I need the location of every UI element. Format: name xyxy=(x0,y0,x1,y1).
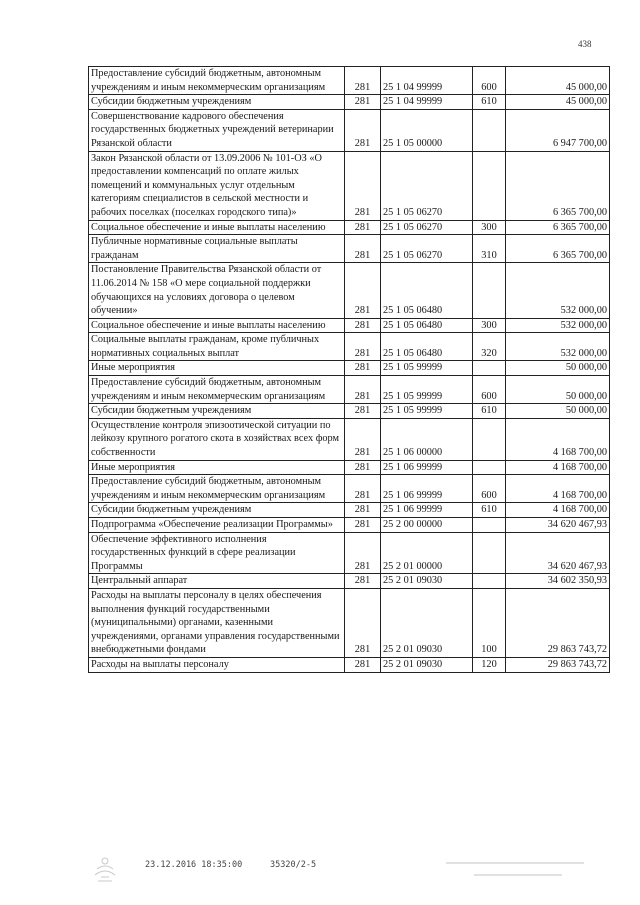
row-target-item-cell: 25 1 06 99999 xyxy=(381,475,473,503)
table-row xyxy=(89,376,610,404)
table-row xyxy=(89,151,610,220)
row-code-cell: 281 xyxy=(345,657,381,672)
row-expense-type-cell: 600 xyxy=(473,376,506,404)
row-expense-type-cell: 600 xyxy=(473,67,506,95)
row-code-cell: 281 xyxy=(345,109,381,151)
row-expense-type-cell: 610 xyxy=(473,503,506,518)
row-expense-type-cell xyxy=(473,151,506,220)
table-row xyxy=(89,532,610,574)
row-target-item-cell: 25 2 01 09030 xyxy=(381,588,473,657)
row-expense-type-cell xyxy=(473,532,506,574)
row-expense-type-cell xyxy=(473,518,506,533)
watermark-stamp xyxy=(444,857,594,881)
table-row xyxy=(89,333,610,361)
row-expense-type-cell: 300 xyxy=(473,318,506,333)
row-amount-cell: 50 000,00 xyxy=(506,361,610,376)
table-row xyxy=(89,460,610,475)
table-row xyxy=(89,318,610,333)
row-target-item-cell: 25 1 04 99999 xyxy=(381,95,473,110)
table-row xyxy=(89,404,610,419)
row-target-item-cell: 25 2 00 00000 xyxy=(381,518,473,533)
row-code-cell: 281 xyxy=(345,151,381,220)
row-amount-cell: 532 000,00 xyxy=(506,333,610,361)
row-target-item-cell: 25 1 05 06480 xyxy=(381,263,473,318)
row-code-cell: 281 xyxy=(345,263,381,318)
registry-emblem-icon xyxy=(92,855,118,885)
row-code-cell: 281 xyxy=(345,588,381,657)
row-target-item-cell: 25 1 05 99999 xyxy=(381,361,473,376)
row-amount-cell: 4 168 700,00 xyxy=(506,460,610,475)
row-code-cell: 281 xyxy=(345,460,381,475)
row-expense-type-cell xyxy=(473,460,506,475)
table-row xyxy=(89,361,610,376)
row-target-item-cell: 25 1 05 99999 xyxy=(381,376,473,404)
row-name-cell: Иные мероприятия xyxy=(89,460,345,475)
row-target-item-cell: 25 1 04 99999 xyxy=(381,67,473,95)
row-amount-cell: 29 863 743,72 xyxy=(506,588,610,657)
row-amount-cell: 45 000,00 xyxy=(506,95,610,110)
table-row xyxy=(89,67,610,95)
row-amount-cell: 4 168 700,00 xyxy=(506,475,610,503)
row-code-cell: 281 xyxy=(345,235,381,263)
row-target-item-cell: 25 1 05 06270 xyxy=(381,220,473,235)
table-row xyxy=(89,263,610,318)
row-code-cell: 281 xyxy=(345,376,381,404)
table-row xyxy=(89,518,610,533)
row-code-cell: 281 xyxy=(345,67,381,95)
row-amount-cell: 6 365 700,00 xyxy=(506,235,610,263)
row-expense-type-cell xyxy=(473,574,506,589)
row-expense-type-cell: 600 xyxy=(473,475,506,503)
row-expense-type-cell: 120 xyxy=(473,657,506,672)
table-row xyxy=(89,95,610,110)
row-code-cell: 281 xyxy=(345,503,381,518)
row-code-cell: 281 xyxy=(345,574,381,589)
table-row xyxy=(89,109,610,151)
row-name-cell: Предоставление субсидий бюджетным, автономным учреждениям и иным некоммерческим организациям xyxy=(89,475,345,503)
row-name-cell: Расходы на выплаты персоналу xyxy=(89,657,345,672)
row-code-cell: 281 xyxy=(345,361,381,376)
row-expense-type-cell: 320 xyxy=(473,333,506,361)
row-expense-type-cell: 610 xyxy=(473,404,506,419)
budget-table xyxy=(88,66,610,673)
row-expense-type-cell: 310 xyxy=(473,235,506,263)
table-row xyxy=(89,574,610,589)
table-row xyxy=(89,657,610,672)
row-code-cell: 281 xyxy=(345,95,381,110)
row-code-cell: 281 xyxy=(345,333,381,361)
row-amount-cell: 6 365 700,00 xyxy=(506,151,610,220)
row-name-cell: Предоставление субсидий бюджетным, автономным учреждениям и иным некоммерческим организациям xyxy=(89,376,345,404)
row-code-cell: 281 xyxy=(345,532,381,574)
row-name-cell: Совершенствование кадрового обеспечения государственных бюджетных учреждений ветеринарии Рязанской области xyxy=(89,109,345,151)
row-name-cell: Социальные выплаты гражданам, кроме публичных нормативных социальных выплат xyxy=(89,333,345,361)
table-row xyxy=(89,235,610,263)
row-code-cell: 281 xyxy=(345,220,381,235)
row-amount-cell: 45 000,00 xyxy=(506,67,610,95)
row-expense-type-cell xyxy=(473,418,506,460)
row-expense-type-cell: 100 xyxy=(473,588,506,657)
row-amount-cell: 4 168 700,00 xyxy=(506,503,610,518)
row-name-cell: Иные мероприятия xyxy=(89,361,345,376)
row-target-item-cell: 25 2 01 00000 xyxy=(381,532,473,574)
row-expense-type-cell: 300 xyxy=(473,220,506,235)
budget-table-body xyxy=(89,67,610,673)
row-target-item-cell: 25 1 05 06270 xyxy=(381,151,473,220)
row-code-cell: 281 xyxy=(345,318,381,333)
row-amount-cell: 50 000,00 xyxy=(506,404,610,419)
footer-timestamp: 23.12.2016 18:35:00 xyxy=(145,860,243,870)
row-amount-cell: 34 620 467,93 xyxy=(506,518,610,533)
row-amount-cell: 34 620 467,93 xyxy=(506,532,610,574)
table-row xyxy=(89,475,610,503)
row-target-item-cell: 25 1 05 06480 xyxy=(381,333,473,361)
row-name-cell: Социальное обеспечение и иные выплаты населению xyxy=(89,220,345,235)
row-expense-type-cell xyxy=(473,263,506,318)
row-target-item-cell: 25 1 05 99999 xyxy=(381,404,473,419)
row-code-cell: 281 xyxy=(345,418,381,460)
row-code-cell: 281 xyxy=(345,475,381,503)
row-amount-cell: 6 947 700,00 xyxy=(506,109,610,151)
row-code-cell: 281 xyxy=(345,404,381,419)
row-amount-cell: 4 168 700,00 xyxy=(506,418,610,460)
row-name-cell: Публичные нормативные социальные выплаты гражданам xyxy=(89,235,345,263)
row-name-cell: Субсидии бюджетным учреждениям xyxy=(89,404,345,419)
row-name-cell: Субсидии бюджетным учреждениям xyxy=(89,503,345,518)
row-amount-cell: 532 000,00 xyxy=(506,318,610,333)
row-target-item-cell: 25 1 06 99999 xyxy=(381,460,473,475)
table-row xyxy=(89,418,610,460)
table-row xyxy=(89,503,610,518)
row-name-cell: Осуществление контроля эпизоотической ситуации по лейкозу крупного рогатого скота в хозяйствах всех форм собственности xyxy=(89,418,345,460)
table-row xyxy=(89,220,610,235)
row-target-item-cell: 25 1 06 00000 xyxy=(381,418,473,460)
row-amount-cell: 532 000,00 xyxy=(506,263,610,318)
table-row xyxy=(89,588,610,657)
row-expense-type-cell xyxy=(473,109,506,151)
footer-document-id: 35320/2-5 xyxy=(270,860,317,870)
row-amount-cell: 50 000,00 xyxy=(506,376,610,404)
row-name-cell: Подпрограмма «Обеспечение реализации Программы» xyxy=(89,518,345,533)
row-target-item-cell: 25 1 05 00000 xyxy=(381,109,473,151)
row-target-item-cell: 25 1 05 06270 xyxy=(381,235,473,263)
row-name-cell: Обеспечение эффективного исполнения государственных функций в сфере реализации Программы xyxy=(89,532,345,574)
row-name-cell: Субсидии бюджетным учреждениям xyxy=(89,95,345,110)
row-name-cell: Предоставление субсидий бюджетным, автономным учреждениям и иным некоммерческим организациям xyxy=(89,67,345,95)
row-expense-type-cell xyxy=(473,361,506,376)
row-expense-type-cell: 610 xyxy=(473,95,506,110)
row-name-cell: Центральный аппарат xyxy=(89,574,345,589)
row-name-cell: Закон Рязанской области от 13.09.2006 № 101-ОЗ «О предоставлении компенсаций по оплате жилых помещений и коммунальных услуг отдельным категориям специалистов в сельской местности и рабочих поселках (поселках городского типа)» xyxy=(89,151,345,220)
row-amount-cell: 6 365 700,00 xyxy=(506,220,610,235)
row-code-cell: 281 xyxy=(345,518,381,533)
page-number: 438 xyxy=(578,39,592,49)
row-name-cell: Социальное обеспечение и иные выплаты населению xyxy=(89,318,345,333)
row-target-item-cell: 25 1 06 99999 xyxy=(381,503,473,518)
row-amount-cell: 34 602 350,93 xyxy=(506,574,610,589)
row-target-item-cell: 25 2 01 09030 xyxy=(381,657,473,672)
row-target-item-cell: 25 2 01 09030 xyxy=(381,574,473,589)
row-amount-cell: 29 863 743,72 xyxy=(506,657,610,672)
row-name-cell: Постановление Правительства Рязанской области от 11.06.2014 № 158 «О мере социальной поддержки обучающихся на условиях договора о целевом обучении» xyxy=(89,263,345,318)
row-name-cell: Расходы на выплаты персоналу в целях обеспечения выполнения функций государственными (муниципальными) органами, казенными учреждениями, органами управления государственными внебюджетными фондами xyxy=(89,588,345,657)
row-target-item-cell: 25 1 05 06480 xyxy=(381,318,473,333)
